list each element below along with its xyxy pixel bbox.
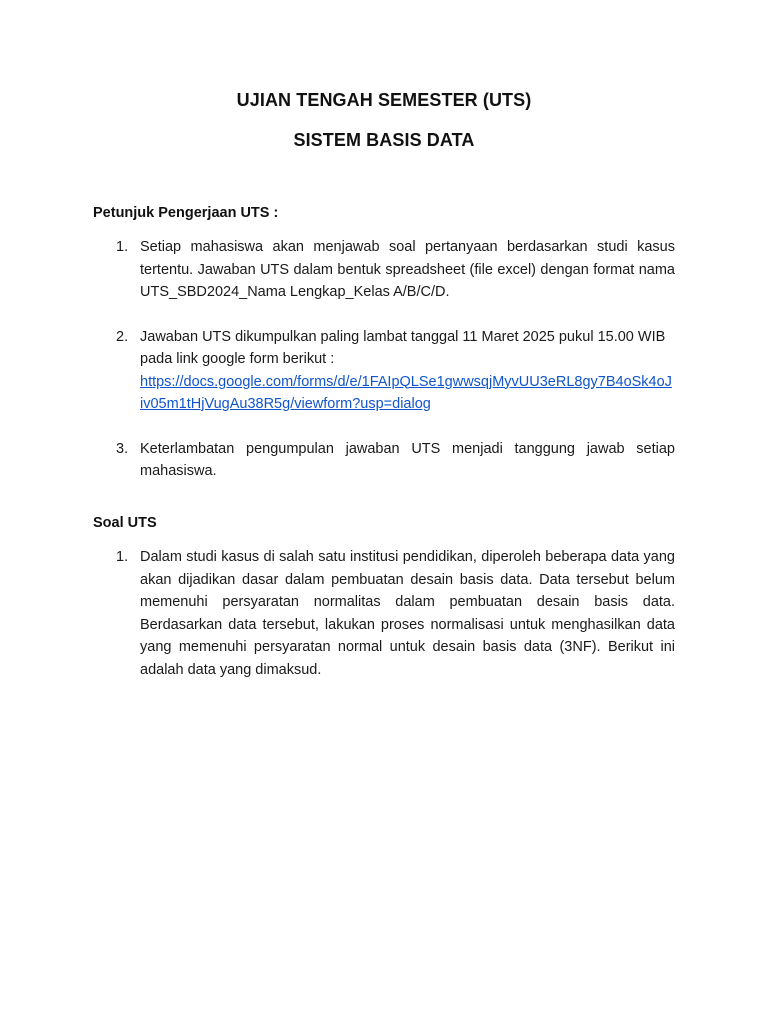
instructions-list [93, 236, 675, 483]
instructions-heading: Petunjuk Pengerjaan UTS : [93, 205, 279, 221]
instruction-item-2 [93, 326, 675, 416]
instruction-text: Keterlambatan pengumpulan jawaban UTS menjadi tanggung jawab setiap mahasiswa. [140, 440, 675, 479]
document-title: UJIAN TENGAH SEMESTER (UTS) [236, 90, 532, 110]
questions-list [93, 546, 675, 681]
google-form-link[interactable]: https://docs.google.com/forms/d/e/1FAIpQLSe1gwwsqjMyvUU3eRL8gy7B4oSk4oJiv05m1tHjVugAu38R5g/viewform?usp=dialog [140, 373, 672, 412]
instruction-item-1 [93, 236, 675, 304]
list-number: 1. [116, 549, 129, 565]
list-number: 1. [116, 239, 129, 255]
instruction-item-3 [93, 438, 675, 483]
questions-heading: Soal UTS [93, 515, 157, 531]
question-item-1 [93, 546, 675, 681]
list-number: 3. [116, 440, 129, 457]
list-number: 2. [116, 328, 129, 345]
instruction-text: Setiap mahasiswa akan menjawab soal pertanyaan berdasarkan studi kasus tertentu. Jawaban UTS dalam bentuk spreadsheet (file excel) dengan format nama UTS_SBD2024_Nama Lengkap_Kelas A/B/C/D. [140, 239, 675, 300]
instruction-text: Jawaban UTS dikumpulkan paling lambat tanggal 11 Maret 2025 pukul 15.00 WIB pada link google form berikut : [140, 328, 666, 367]
question-text: Dalam studi kasus di salah satu institusi pendidikan, diperoleh beberapa data yang akan dijadikan dasar dalam pembuatan desain basis data. Data tersebut belum memenuhi persyaratan normalitas dalam pembuatan desain basis data. Berdasarkan data tersebut, lakukan proses normalisasi untuk menghasilkan data yang memenuhi persyaratan normal untuk desain basis data (3NF). Berikut ini adalah data yang dimaksud. [140, 549, 675, 678]
document-subtitle: SISTEM BASIS DATA [293, 130, 475, 150]
